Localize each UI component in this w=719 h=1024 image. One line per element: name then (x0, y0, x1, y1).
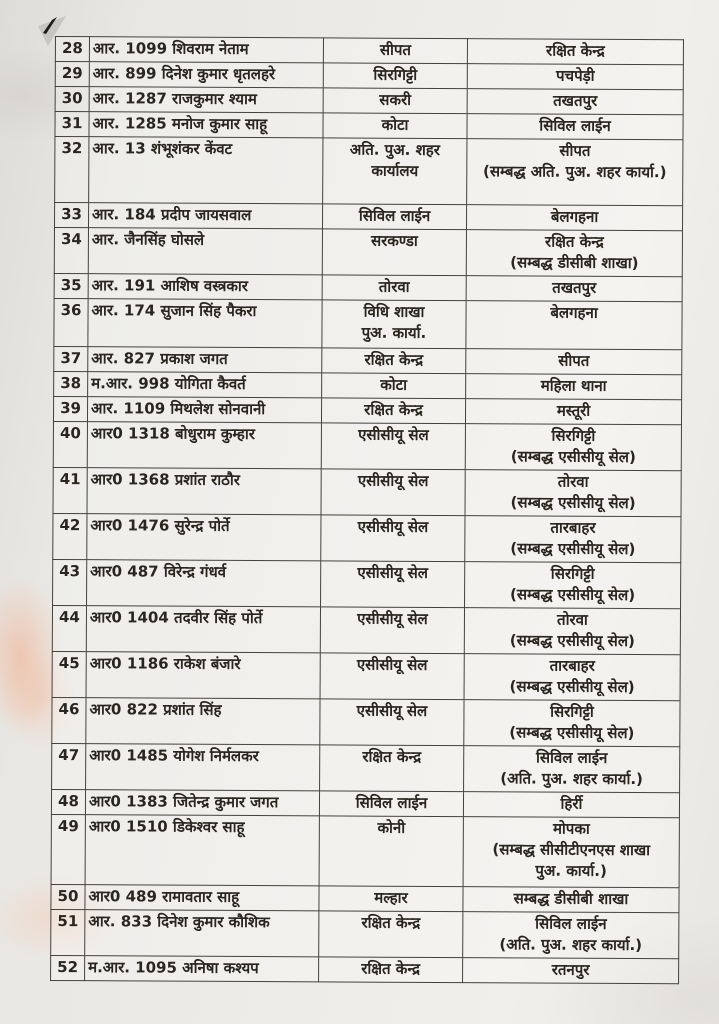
current-posting (323, 113, 467, 139)
new-posting-line: बेलगहना (550, 207, 599, 226)
new-posting-line: तारबाहर (549, 656, 595, 675)
new-posting-line: रतनपुर (551, 960, 590, 979)
current-posting (323, 63, 467, 89)
current-posting (323, 88, 467, 114)
row-number: 49 (51, 814, 85, 884)
current-posting-line: एसीसीयू सेल (357, 471, 429, 490)
row-number: 34 (54, 228, 88, 274)
row-number: 44 (52, 605, 86, 651)
table-row (51, 884, 679, 912)
row-number: 37 (54, 346, 88, 371)
table-row (55, 137, 683, 206)
new-posting (463, 792, 679, 818)
officer-name: आर0 1383 जितेन्द्र कुमार जगत (85, 790, 319, 816)
new-posting (466, 301, 682, 350)
current-posting-line: रक्षित केन्द्र (364, 350, 424, 369)
table-row (53, 396, 681, 424)
officer-name: आर0 487 विरेन्द्र गंधर्व (87, 560, 321, 607)
new-posting-line: तोरवा (557, 472, 589, 491)
new-posting-line: (सम्बद्ध सीसीटीएनएस शाखा (492, 840, 651, 860)
new-posting (466, 230, 682, 277)
new-posting (466, 276, 682, 302)
officer-name: आर. 1287 राजकुमार श्याम (89, 87, 323, 113)
new-posting-line: मोपका (552, 819, 590, 838)
current-posting-line: एसीसीयू सेल (357, 517, 429, 536)
current-posting (323, 138, 467, 205)
new-posting-line: सिरगिट्टी (550, 702, 594, 721)
new-posting (467, 139, 683, 206)
current-posting (322, 204, 466, 230)
new-posting (465, 516, 681, 563)
new-posting-line: पचपेड़ी (556, 66, 595, 85)
table-row (51, 909, 679, 958)
current-posting-line: एसीसीयू सेल (358, 425, 429, 444)
row-number: 45 (52, 651, 86, 697)
current-posting-line: कोटा (380, 375, 408, 394)
table-row (54, 273, 682, 301)
current-posting-line: मल्हार (374, 888, 408, 907)
row-number: 29 (55, 62, 89, 87)
table-row (53, 467, 681, 516)
current-posting (321, 469, 465, 516)
row-number: 42 (53, 513, 87, 559)
officer-name: आर0 489 रामावतार साहू (85, 885, 319, 911)
new-posting (466, 349, 682, 375)
current-posting-line: विधि शाखा (363, 302, 425, 321)
row-number: 50 (51, 884, 85, 909)
new-posting (465, 399, 681, 425)
row-number: 32 (55, 137, 89, 203)
row-number: 33 (54, 203, 88, 228)
current-posting-line: सकरी (379, 90, 412, 109)
new-posting-line: तखतपुर (553, 91, 598, 110)
table-row (53, 559, 681, 608)
row-number: 46 (52, 697, 86, 743)
table-row (54, 228, 682, 277)
current-posting (321, 398, 465, 424)
table-row (55, 112, 683, 140)
row-number: 43 (53, 559, 87, 605)
current-posting (322, 275, 466, 301)
current-posting-line: एसीसीयू सेल (356, 701, 428, 720)
current-posting (321, 561, 465, 608)
current-posting (321, 515, 465, 562)
new-posting (465, 562, 681, 609)
officer-name: आर. 1285 मनोज कुमार साहू (89, 112, 323, 138)
new-posting (465, 424, 681, 471)
current-posting-line: एसीसीयू सेल (357, 609, 428, 628)
new-posting (463, 817, 679, 888)
table-row (51, 814, 679, 887)
current-posting-line: रक्षित केन्द्र (361, 913, 421, 932)
new-posting (463, 912, 679, 959)
new-posting (464, 746, 680, 793)
current-posting-line: तोरवा (378, 277, 410, 296)
new-posting-line: (सम्बद्ध एसीसीयू सेल) (509, 585, 636, 605)
new-posting-line: (सम्बद्ध एसीसीयू सेल) (510, 447, 636, 467)
new-posting-line: तखतपुर (552, 278, 597, 297)
current-posting (319, 886, 463, 912)
new-posting-line: मस्तूरी (556, 401, 591, 420)
new-posting-line: (सम्बद्ध एसीसीयू सेल) (510, 539, 636, 559)
new-posting-line: (सम्बद्ध एसीसीयू सेल) (510, 493, 636, 513)
new-posting-line: बेलगहना (550, 303, 598, 322)
new-posting (464, 654, 680, 701)
new-posting-line: सम्बद्ध डीसीबी शाखा (513, 889, 629, 909)
officer-name: आर. 833 दिनेश कुमार कौशिक (85, 910, 319, 957)
current-posting-line: अति. पुअ. शहर (349, 140, 440, 160)
new-posting (463, 958, 679, 984)
current-posting (322, 229, 466, 276)
officer-name: आर. 1099 शिवराम नेताम (89, 37, 323, 63)
row-number: 36 (54, 298, 88, 346)
new-posting-line: (सम्बद्ध एसीसीयू सेल) (509, 677, 635, 697)
new-posting-line: सीपत (559, 141, 591, 160)
current-posting-line: रक्षित केन्द्र (364, 400, 423, 419)
current-posting-line: सीपत (379, 40, 412, 59)
officer-name: आर. 13 शंभूशंकर केंवट (89, 137, 323, 204)
new-posting-line: (अति. पुअ. शहर कार्या.) (500, 769, 643, 789)
table-row (51, 789, 679, 817)
new-posting-line: (सम्बद्ध डीसीबी शाखा) (510, 253, 639, 273)
officer-name: आर0 1485 योगेश निर्मलकर (86, 744, 320, 791)
current-posting (322, 300, 466, 349)
current-posting-line: एसीसीयू सेल (357, 563, 429, 582)
current-posting (320, 745, 464, 792)
current-posting (320, 607, 464, 654)
current-posting-line: रक्षित केन्द्र (362, 747, 422, 766)
officer-name: आर. 827 प्रकाश जगत (88, 347, 322, 373)
row-number: 31 (55, 112, 89, 137)
row-number: 35 (54, 273, 88, 298)
officer-name: आर0 1368 प्रशांत राठौर (87, 468, 321, 515)
row-number: 47 (52, 743, 86, 789)
new-posting-line: रक्षित केन्द्र (545, 232, 604, 251)
table-row (54, 298, 682, 349)
table-row (52, 697, 680, 746)
new-posting (466, 374, 682, 400)
new-posting-line: सिरगिट्टी (550, 564, 595, 583)
table-row (54, 346, 682, 374)
table-row (55, 37, 683, 65)
row-number: 52 (51, 955, 85, 980)
current-posting (319, 816, 463, 887)
new-posting (467, 64, 683, 90)
new-posting-line: (सम्बद्ध एसीसीयू सेल) (509, 631, 635, 651)
row-number: 38 (54, 371, 88, 396)
current-posting (320, 653, 464, 700)
new-posting (463, 887, 679, 913)
table-row (54, 203, 682, 231)
officer-name: म.आर. 1095 अनिषा कश्यप (85, 956, 319, 982)
table-row (52, 743, 680, 792)
current-posting-line: रक्षित केन्द्र (361, 959, 420, 978)
table-row (52, 651, 680, 700)
new-posting (467, 114, 683, 140)
officer-name: आर. जैनसिंह घोसले (88, 228, 322, 275)
current-posting (321, 423, 465, 470)
current-posting-line: सिरगिट्टी (373, 65, 418, 84)
officer-name: आर. 191 आशिष वस्त्रकार (88, 274, 322, 300)
current-posting-line: कोटा (381, 115, 409, 134)
officer-name: म.आर. 998 योगिता कैवर्त (88, 372, 322, 398)
current-posting-line: कोनी (377, 818, 406, 837)
new-posting-line: हिर्री (560, 794, 583, 813)
officer-name: आर. 184 प्रदीप जायसवाल (88, 203, 322, 229)
new-posting-line: तारबाहर (550, 518, 596, 537)
officer-name: आर. 899 दिनेश कुमार धृतलहरे (89, 62, 323, 88)
officer-name: आर0 1476 सुरेन्द्र पोर्ते (87, 514, 321, 561)
officer-name: आर0 1186 राकेश बंजारे (86, 652, 320, 699)
row-number: 48 (51, 789, 85, 814)
table-row (53, 421, 681, 470)
police-transfer-table (50, 36, 684, 984)
new-posting-line: (सम्बद्ध एसीसीयू सेल) (509, 723, 635, 743)
new-posting-line: रक्षित केन्द्र (546, 41, 605, 60)
row-number: 51 (51, 909, 85, 955)
current-posting-line: एसीसीयू सेल (356, 655, 428, 674)
current-posting-line: सिविल लाईन (355, 793, 428, 812)
officer-name: आर. 174 सुजान सिंह पैकरा (88, 299, 322, 348)
new-posting (465, 470, 681, 517)
new-posting-line: सिविल लाईन (539, 116, 611, 135)
current-posting-line: पुअ. कार्या. (361, 323, 427, 342)
table-row (55, 62, 683, 90)
row-number: 28 (55, 37, 89, 62)
new-posting-line: (अति. पुअ. शहर कार्या.) (499, 935, 643, 955)
officer-name: आर. 1109 मिथलेश सोनवानी (87, 397, 321, 423)
current-posting (319, 957, 463, 983)
officer-name: आर0 822 प्रशांत सिंह (86, 698, 320, 745)
current-posting-line: सरकण्डा (370, 231, 418, 250)
current-posting-line: सिविल लाईन (358, 206, 431, 225)
current-posting (319, 791, 463, 817)
new-posting-line: सिविल लाईन (535, 914, 607, 933)
new-posting-line: सिरगिट्टी (551, 426, 596, 445)
current-posting (319, 911, 463, 958)
new-posting-line: तोरवा (556, 610, 588, 629)
current-posting-line: कार्यालय (371, 161, 419, 180)
new-posting-line: महिला थाना (540, 376, 607, 395)
new-posting (464, 608, 680, 655)
current-posting (323, 38, 467, 64)
current-posting (322, 373, 466, 399)
officer-name: आर0 1404 तदवीर सिंह पोर्ते (86, 606, 320, 653)
table-body (51, 37, 684, 984)
officer-name: आर0 1318 बोधुराम कुम्हार (87, 422, 321, 469)
new-posting-line: पुअ. कार्या.) (535, 861, 607, 880)
table-row (53, 513, 681, 562)
new-posting (467, 39, 683, 65)
table-row (51, 955, 679, 983)
current-posting (320, 699, 464, 746)
new-posting (467, 89, 683, 115)
new-posting-line: सीपत (558, 351, 590, 370)
new-posting (466, 205, 682, 231)
new-posting (464, 700, 680, 747)
officer-name: आर0 1510 डिकेश्वर साहू (85, 815, 319, 886)
table-row (52, 605, 680, 654)
row-number: 39 (53, 396, 87, 421)
row-number: 40 (53, 421, 87, 467)
new-posting-line: (सम्बद्ध अति. पुअ. शहर कार्या.) (483, 162, 667, 182)
new-posting-line: सिविल लाईन (535, 748, 608, 767)
row-number: 41 (53, 467, 87, 513)
row-number: 30 (55, 87, 89, 112)
current-posting (322, 348, 466, 374)
table-row (55, 87, 683, 115)
table-row (54, 371, 682, 399)
